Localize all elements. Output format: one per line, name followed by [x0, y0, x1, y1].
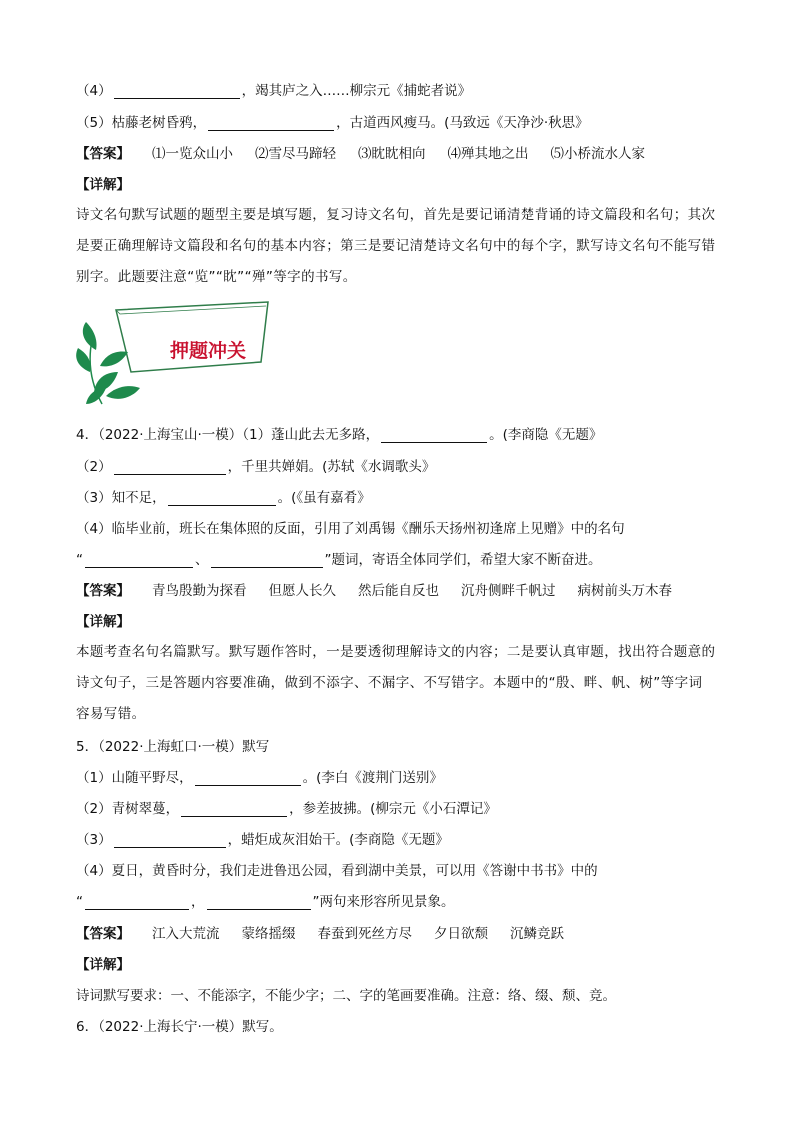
- q3-detail-text: 诗文名句默写试题的题型主要是填写题，复习诗文名句，首先是要记诵清楚背诵的诗文篇段和名句；其次是要正确理解诗文篇段和名句的基本内容；第三是要记清楚诗文名句中的每个字，默写诗文名句不能写错别字。此题要注意“览”“眈”“殚”等字的书写。: [76, 207, 716, 285]
- q3-item5: （5）枯藤老树昏鸦， ，古道西风瘦马。(马致远《天净沙·秋思》: [76, 115, 589, 131]
- q5-head: 5．（2022·上海虹口·一模）默写: [76, 739, 270, 755]
- fill-blank[interactable]: [114, 458, 226, 475]
- fill-blank[interactable]: [208, 114, 334, 131]
- answer-label: 【答案】: [76, 146, 130, 162]
- q6-head: 6．（2022·上海长宁·一模）默写。: [76, 1019, 283, 1035]
- q4-line4: （4）临毕业前，班长在集体照的反面，引用了刘禹锡《酬乐天扬州初逢席上见赠》中的名句: [76, 521, 625, 537]
- q5-detail-text: 诗词默写要求：一、不能添字，不能少字；二、字的笔画要准确。注意：络、缀、颓、竞。: [76, 988, 616, 1004]
- q5-line4: （4）夏日，黄昏时分，我们走进鲁迅公园，看到湖中美景，可以用《答谢中书书》中的: [76, 863, 598, 879]
- fill-blank[interactable]: [85, 893, 189, 910]
- fill-blank[interactable]: [85, 551, 193, 568]
- q5-detail-label: 【详解】: [76, 957, 130, 973]
- q3-answer: 【答案】 ⑴一览众山小 ⑵雪尽马蹄轻 ⑶眈眈相向 ⑷殚其地之出 ⑸小桥流水人家: [76, 146, 645, 162]
- fill-blank[interactable]: [114, 82, 240, 99]
- answer-label: 【答案】: [76, 926, 130, 942]
- fill-blank[interactable]: [114, 831, 226, 848]
- q4-line2: （2） ，千里共婵娟。(苏轼《水调歌头》: [76, 459, 436, 475]
- q4-line1: 4．（2022·上海宝山·一模）（1）蓬山此去无多路， 。(李商隐《无题》: [76, 427, 603, 443]
- section-banner: [76, 300, 276, 420]
- fill-blank[interactable]: [211, 551, 323, 568]
- fill-blank[interactable]: [207, 893, 311, 910]
- q4-line3: （3）知不足， 。(《虽有嘉肴》: [76, 490, 371, 506]
- q4-line5: “ 、 ”题词，寄语全体同学们，希望大家不断奋进。: [76, 552, 602, 568]
- q5-line5: “ ， ”两句来形容所见景象。: [76, 894, 455, 910]
- fill-blank[interactable]: [195, 769, 301, 786]
- q3-detail-label: 【详解】: [76, 177, 130, 193]
- q5-line2: （2）青树翠蔓， ，参差披拂。(柳宗元《小石潭记》: [76, 801, 497, 817]
- fill-blank[interactable]: [168, 489, 276, 506]
- q3-item4: （4） ，竭其庐之入……柳宗元《捕蛇者说》: [76, 83, 472, 99]
- q5-line3: （3） ，蜡炬成灰泪始干。(李商隐《无题》: [76, 832, 449, 848]
- q4-answer: 【答案】 青鸟殷勤为探看 但愿人长久 然后能自反也 沉舟侧畔千帆过 病树前头万木春: [76, 583, 672, 599]
- q4-detail-label: 【详解】: [76, 614, 130, 630]
- q5-answer: 【答案】 江入大荒流 蒙络摇缀 春蚕到死丝方尽 夕日欲颓 沉鳞竞跃: [76, 926, 564, 942]
- q4-detail-text: 本题考查名句名篇默写。默写题作答时，一是要透彻理解诗文的内容；二是要认真审题，找出符合题意的诗文句子，三是答题内容要准确，做到不添字、不漏字、不写错字。本题中的“殷、畔、帆、树”等字词容易写错。: [76, 644, 716, 722]
- fill-blank[interactable]: [381, 426, 487, 443]
- answer-label: 【答案】: [76, 583, 130, 599]
- q5-line1: （1）山随平野尽， 。(李白《渡荆门送别》: [76, 770, 443, 786]
- banner-title: 押题冲关: [169, 340, 246, 362]
- fill-blank[interactable]: [181, 800, 287, 817]
